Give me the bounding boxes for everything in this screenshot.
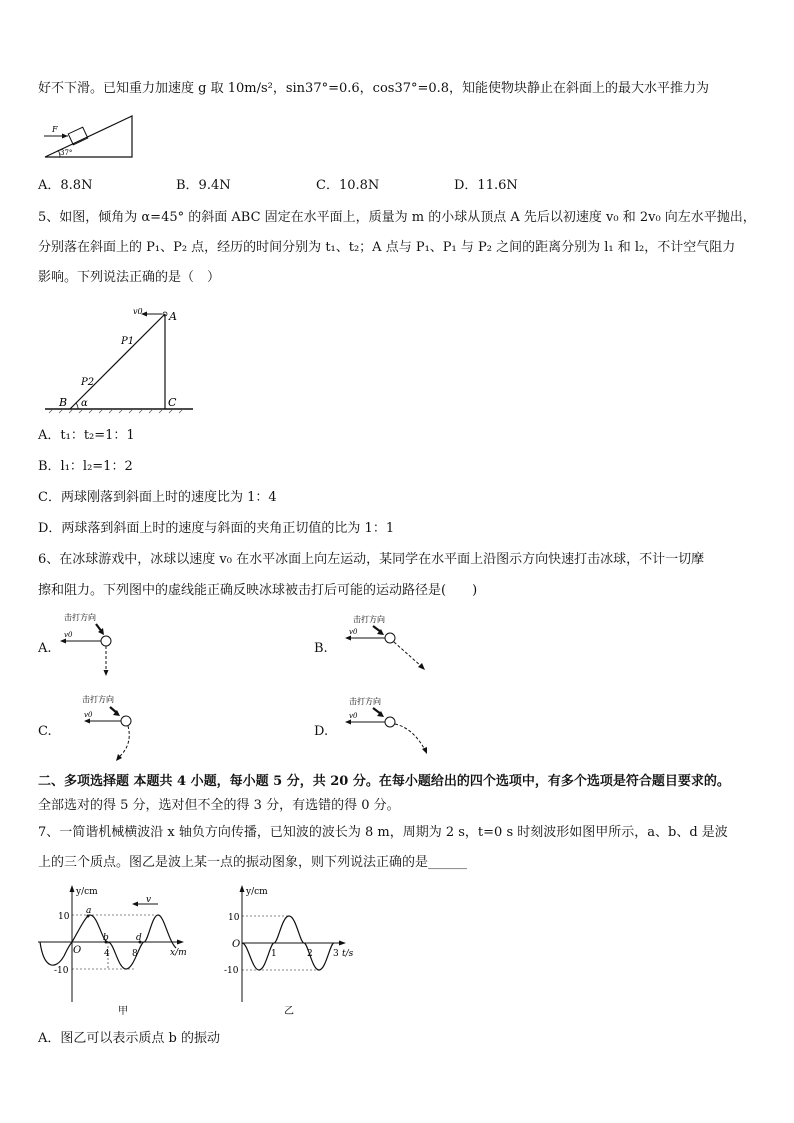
q7-wave-figure-jia xyxy=(36,882,206,1017)
jia-origin-label: O xyxy=(73,945,82,956)
q5-incline-figure xyxy=(45,300,205,415)
q7-text-line-1: 7、一简谐机械横波沿 x 轴负方向传播，已知波的波长为 8 m，周期为 2 s，t=0 s 时刻波形如图甲所示，a、b、d 是波 xyxy=(38,825,728,840)
q5-point-a-label: A xyxy=(169,310,177,323)
q5-point-p1-label: P1 xyxy=(121,336,135,347)
q5-option-b[interactable]: B．l₁：l₂=1：2 xyxy=(38,459,133,474)
q6-option-c[interactable]: C. xyxy=(38,724,52,739)
section2-heading-line-1: 二、多项选择题 本题共 4 小题，每小题 5 分，共 20 分。在每小题给出的四个选项中，有多个选项是符合题目要求的。 xyxy=(38,774,730,789)
q6-b-v0-label: v0 xyxy=(349,628,358,636)
q5-text-line-3: 影响。下列说法正确的是（ ） xyxy=(38,270,221,285)
yi-x-tick-1: 1 xyxy=(271,949,277,959)
yi-x-axis-label: t/s xyxy=(342,949,354,959)
q6-d-hit-label: 击打方向 xyxy=(349,697,381,706)
q4-option-c[interactable]: C．10.8N xyxy=(316,178,380,193)
q6-a-v0-label: v0 xyxy=(64,631,73,639)
section2-heading-line-2: 全部选对的得 5 分，选对但不全的得 3 分，有选错的得 0 分。 xyxy=(38,798,400,813)
q4-option-a[interactable]: A．8.8N xyxy=(38,178,93,193)
yi-x-tick-2: 2 xyxy=(307,949,313,959)
jia-x-tick-8: 8 xyxy=(132,949,138,959)
yi-x-tick-3: 3 xyxy=(333,949,339,959)
q5-v0-label: v0 xyxy=(133,307,143,316)
q6-figure-d xyxy=(343,692,433,762)
jia-velocity-label: v xyxy=(146,895,152,905)
jia-point-b: b xyxy=(103,933,109,943)
q7-text-line-2: 上的三个质点。图乙是波上某一点的振动图象，则下列说法正确的是______ xyxy=(38,855,468,870)
yi-y-axis-label: y/cm xyxy=(246,887,268,897)
jia-point-a: a xyxy=(86,906,92,916)
yi-y-tick-10: 10 xyxy=(228,913,240,923)
q6-text-line-2: 擦和阻力。下列图中的虚线能正确反映冰球被击打后可能的运动路径是( ) xyxy=(38,583,478,598)
q6-figure-a xyxy=(58,608,128,683)
q5-point-b-label: B xyxy=(59,396,68,409)
q5-text-line-2: 分别落在斜面上的 P₁、P₂ 点，经历的时间分别为 t₁、t₂；A 点与 P₁、P₁ 与 P₂ 之间的距离分别为 l₁ 和 l₂，不计空气阻力 xyxy=(38,240,736,255)
q6-c-v0-label: v0 xyxy=(84,711,93,719)
yi-origin-label: O xyxy=(232,939,241,950)
yi-y-tick-minus10: -10 xyxy=(224,966,239,976)
q6-option-b[interactable]: B. xyxy=(314,641,328,656)
q6-a-hit-label: 击打方向 xyxy=(64,613,96,622)
jia-x-axis-label: x/m xyxy=(170,948,187,958)
q4-angle-label: 37° xyxy=(60,149,73,157)
q6-text-line-1: 6、在冰球游戏中，冰球以速度 v₀ 在水平冰面上向左运动，某同学在水平面上沿图示方向快速打击冰球，不计一切摩 xyxy=(38,552,705,567)
jia-caption: 甲 xyxy=(118,1006,128,1017)
q6-d-v0-label: v0 xyxy=(349,712,358,720)
q6-c-hit-label: 击打方向 xyxy=(82,695,114,704)
q5-option-d[interactable]: D．两球落到斜面上时的速度与斜面的夹角正切值的比为 1：1 xyxy=(38,521,395,536)
q5-point-p2-label: P2 xyxy=(81,377,95,388)
yi-caption: 乙 xyxy=(284,1006,294,1017)
q5-option-c[interactable]: C．两球刚落到斜面上时的速度比为 1：4 xyxy=(38,490,277,505)
q5-point-c-label: C xyxy=(168,396,177,409)
jia-y-tick-minus10: -10 xyxy=(54,966,69,976)
q5-alpha-label: α xyxy=(81,398,88,409)
q6-figure-b xyxy=(343,610,433,680)
q5-option-a[interactable]: A．t₁：t₂=1：1 xyxy=(38,428,135,443)
jia-y-tick-10: 10 xyxy=(58,912,70,922)
q7-vibration-figure-yi xyxy=(224,882,364,1017)
q4-force-label: F xyxy=(52,125,58,134)
q7-option-a[interactable]: A．图乙可以表示质点 b 的振动 xyxy=(38,1031,220,1046)
q4-option-d[interactable]: D．11.6N xyxy=(454,178,518,193)
q6-figure-c xyxy=(78,690,158,765)
q4-incline-figure xyxy=(40,112,140,162)
q6-b-hit-label: 击打方向 xyxy=(353,615,385,624)
q4-option-b[interactable]: B．9.4N xyxy=(176,178,231,193)
q6-option-d[interactable]: D. xyxy=(314,724,329,739)
q4-text-line: 好不下滑。已知重力加速度 g 取 10m/s²，sin37°=0.6，cos37°=0.8，知能使物块静止在斜面上的最大水平推力为 xyxy=(38,81,710,96)
jia-point-d: d xyxy=(136,933,142,943)
jia-y-axis-label: y/cm xyxy=(76,887,98,897)
q5-text-line-1: 5、如图，倾角为 α=45° 的斜面 ABC 固定在水平面上，质量为 m 的小球从顶点 A 先后以初速度 v₀ 和 2v₀ 向左水平抛出， xyxy=(38,210,756,225)
q6-option-a[interactable]: A. xyxy=(38,641,52,656)
jia-x-tick-4: 4 xyxy=(104,949,110,959)
